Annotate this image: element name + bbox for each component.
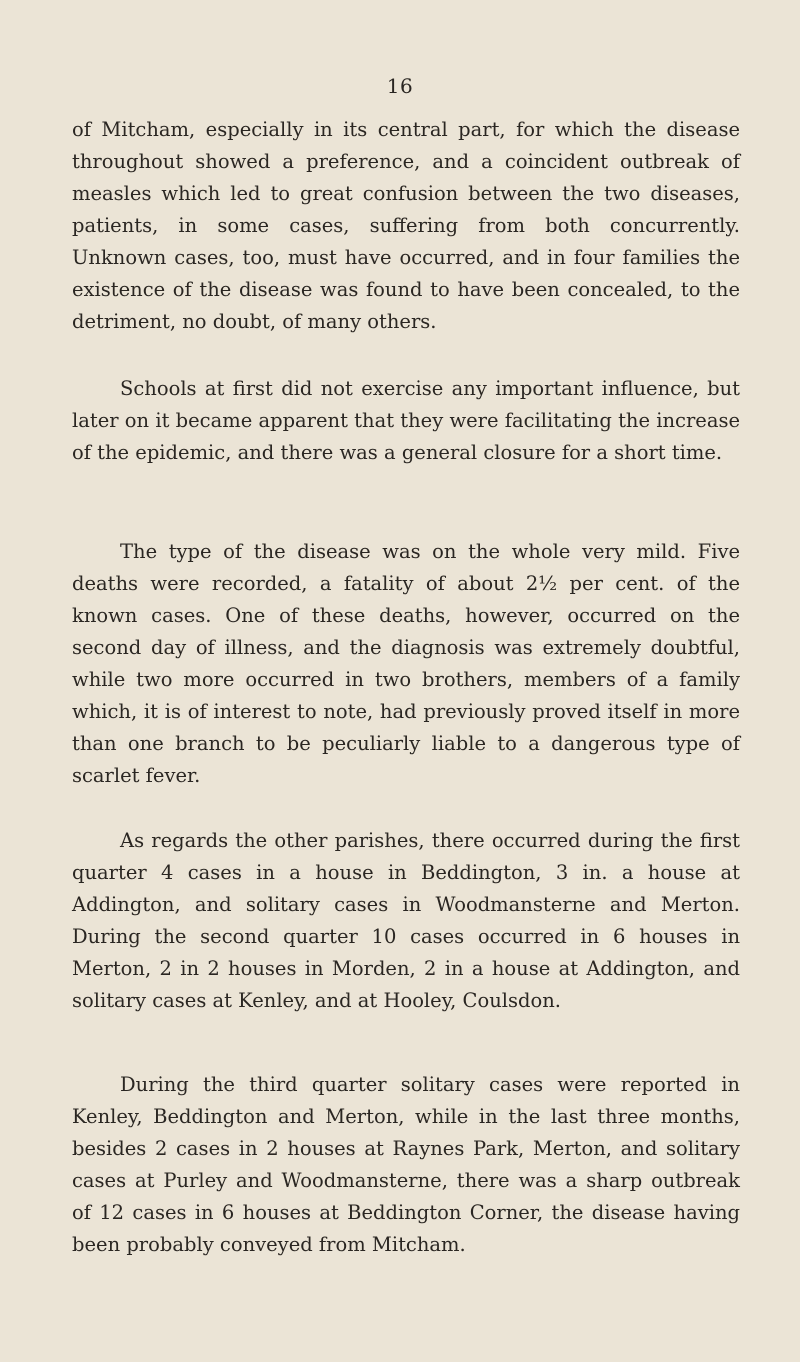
paragraph-third-quarter: During the third quarter solitary cases were reported in Kenley, Beddington and Merton, while in the last three months, besides 2 cases in 2 houses at Raynes Park, Merton, and solitary cases at Purley and Woodmansterne, there was a sharp outbreak of 12 cases in 6 houses at Beddington Corner, the disease having been probably conveyed from Mitcham. [72, 1073, 740, 1256]
page-number: 16 [386, 74, 414, 98]
paragraph-schools: Schools at first did not exercise any important influence, but later on it became apparent that they were facilitating the increase of the epidemic, and there was a general closure for a short time. [72, 377, 740, 464]
paragraph-disease-type: The type of the disease was on the whole very mild. Five deaths were recorded, a fatality of about 2½ per cent. of the known cases. One of these deaths, however, occurred on the second day of illness, and the diagnosis was extremely doubtful, while two more occurred in two brothers, members of a family which, it is of interest to note, had previously proved itself in more than one branch to be peculiarly liable to a dangerous type of scarlet fever. [72, 540, 740, 787]
paragraph-other-parishes: As regards the other parishes, there occurred during the first quarter 4 cases in a house in Beddington, 3 in. a house at Addington, and solitary cases in Woodmansterne and Merton. During the second quarter 10 cases occurred in 6 houses in Merton, 2 in 2 houses in Morden, 2 in a house at Addington, and solitary cases at Kenley, and at Hooley, Coulsdon. [72, 829, 740, 1012]
paragraph-continuation: of Mitcham, especially in its central part, for which the disease throughout showed a preference, and a coincident outbreak of measles which led to great confusion between the two diseases, patients, in some cases, suffering from both concurrently. Unknown cases, too, must have occurred, and in four families the existence of the disease was found to have been concealed, to the detriment, no doubt, of many others. [72, 118, 740, 333]
